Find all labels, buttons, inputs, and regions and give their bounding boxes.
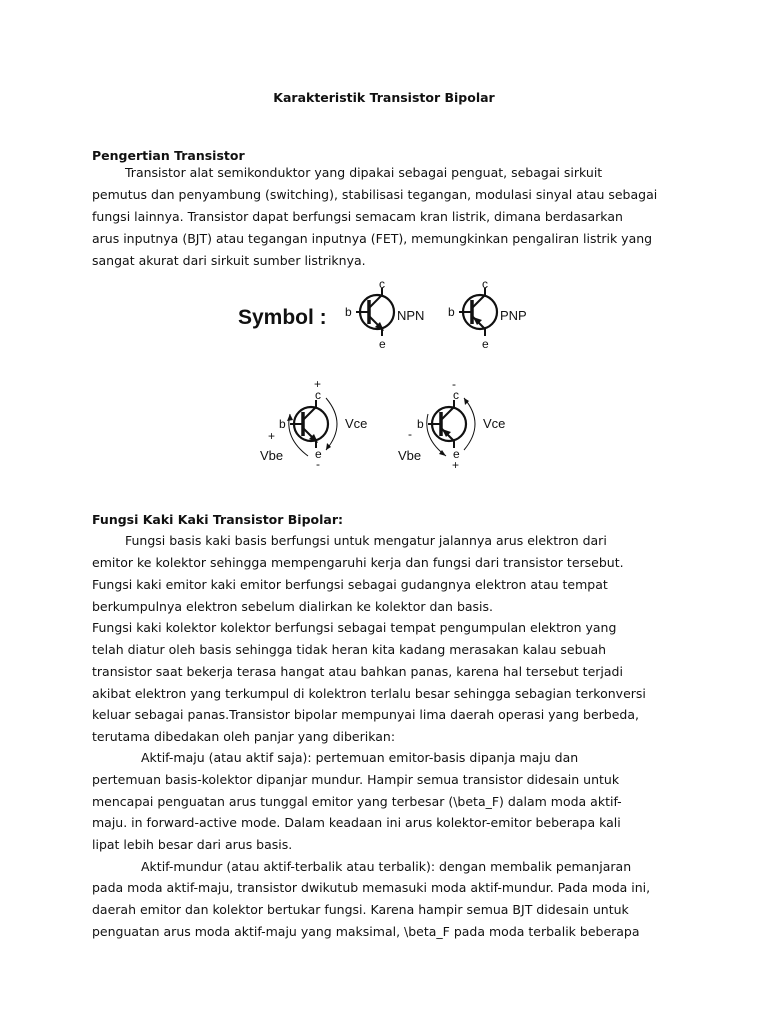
symbol-label: Symbol :	[238, 306, 327, 329]
paragraph-line: telah diatur oleh basis sehingga tidak heran kita kadang merasakan kalau sebuah	[92, 642, 607, 657]
paragraph-line: fungsi lainnya. Transistor dapat berfungsi semacam kran listrik, dimana berdasarkan	[92, 209, 623, 224]
paragraph-line: mencapai penguatan arus tunggal emitor yang terbesar (\beta_F) dalam moda aktif-	[92, 794, 622, 809]
pnp-bias-plus-bottom: +	[452, 458, 460, 472]
paragraph-line: maju. in forward-active mode. Dalam keadaan ini arus kolektor-emitor beberapa kali	[92, 815, 621, 830]
paragraph-line: Fungsi kaki emitor kaki emitor berfungsi sebagai gudangnya elektron atau tempat	[92, 577, 608, 592]
npn-bias-plus-top: +	[314, 377, 322, 391]
pnp-bias-c-label: c	[453, 388, 459, 402]
npn-bias-diagram	[260, 377, 367, 471]
paragraph-line: pada moda aktif-maju, transistor dwikutub memasuki moda aktif-mundur. Pada moda ini,	[92, 880, 651, 895]
paragraph-line: akibat elektron yang terkumpul di kolektron terlalu besar sehingga sebagian terkonversi	[92, 686, 646, 701]
section-heading-fungsi-kaki: Fungsi Kaki Kaki Transistor Bipolar:	[92, 512, 344, 527]
paragraph-line: penguatan arus moda aktif-maju yang maksimal, \beta_F pada moda terbalik beberapa	[92, 924, 640, 939]
pnp-e-label: e	[482, 337, 489, 351]
pnp-bias-b-label: b	[417, 417, 424, 431]
pnp-bias-vce-label: Vce	[483, 416, 506, 431]
npn-b-label: b	[345, 305, 352, 319]
paragraph-line: terutama dibedakan oleh panjar yang diberikan:	[92, 729, 396, 744]
pnp-b-label: b	[448, 305, 455, 319]
pnp-type-label: PNP	[500, 308, 527, 323]
paragraph-line: sangat akurat dari sirkuit sumber listriknya.	[92, 253, 366, 268]
paragraph-line: Fungsi basis kaki basis berfungsi untuk mengatur jalannya arus elektron dari	[125, 533, 607, 548]
npn-bias-vbe-label: Vbe	[260, 448, 284, 463]
paragraph-line: Transistor alat semikonduktor yang dipakai sebagai penguat, sebagai sirkuit	[125, 165, 603, 180]
paragraph-line: pemutus dan penyambung (switching), stabilisasi tegangan, modulasi sinyal atau sebagai	[92, 187, 658, 202]
paragraph-line: Aktif-maju (atau aktif saja): pertemuan emitor-basis dipanja maju dan	[141, 750, 579, 765]
transistor-symbol-figure	[230, 278, 550, 472]
section-heading-pengertian: Pengertian Transistor	[92, 148, 245, 163]
document-title: Karakteristik Transistor Bipolar	[273, 90, 495, 105]
paragraph-line: Fungsi kaki kolektor kolektor berfungsi sebagai tempat pengumpulan elektron yang	[92, 620, 617, 635]
npn-bias-vce-label: Vce	[345, 416, 368, 431]
paragraph-line: berkumpulnya elektron sebelum dialirkan ke kolektor dan basis.	[92, 599, 494, 614]
pnp-bias-diagram	[398, 377, 505, 472]
transistor-symbols-svg	[230, 278, 550, 472]
pnp-bias-e-label: e	[453, 447, 460, 461]
pnp-bias-minus-left: -	[408, 427, 412, 441]
pnp-bias-minus-top: -	[452, 377, 456, 391]
npn-bias-plus-left: +	[268, 429, 276, 443]
npn-bias-minus-bottom: -	[316, 457, 320, 471]
paragraph-line: keluar sebagai panas.Transistor bipolar mempunyai lima daerah operasi yang berbeda,	[92, 707, 640, 722]
paragraph-line: transistor saat bekerja terasa hangat atau bahkan panas, karena hal tersebut terjadi	[92, 664, 623, 679]
npn-bias-e-label: e	[315, 447, 322, 461]
npn-c-label: c	[379, 278, 385, 291]
pnp-bias-vbe-label: Vbe	[398, 448, 422, 463]
paragraph-line: daerah emitor dan kolektor bertukar fungsi. Karena hampir semua BJT didesain untuk	[92, 902, 629, 917]
pnp-c-label: c	[482, 278, 488, 291]
pnp-symbol-icon	[448, 278, 527, 351]
npn-type-label: NPN	[397, 308, 425, 323]
npn-bias-c-label: c	[315, 388, 321, 402]
npn-bias-b-label: b	[279, 417, 286, 431]
paragraph-line: Aktif-mundur (atau aktif-terbalik atau terbalik): dengan membalik pemanjaran	[141, 859, 632, 874]
npn-symbol-icon	[345, 278, 424, 351]
paragraph-line: arus inputnya (BJT) atau tegangan inputnya (FET), memungkinkan pengaliran listrik yang	[92, 231, 653, 246]
paragraph-line: emitor ke kolektor sehingga mempengaruhi kerja dan fungsi dari transistor tersebut.	[92, 555, 624, 570]
paragraph-line: lipat lebih besar dari arus basis.	[92, 837, 293, 852]
npn-e-label: e	[379, 337, 386, 351]
paragraph-line: pertemuan basis-kolektor dipanjar mundur. Hampir semua transistor didesain untuk	[92, 772, 620, 787]
